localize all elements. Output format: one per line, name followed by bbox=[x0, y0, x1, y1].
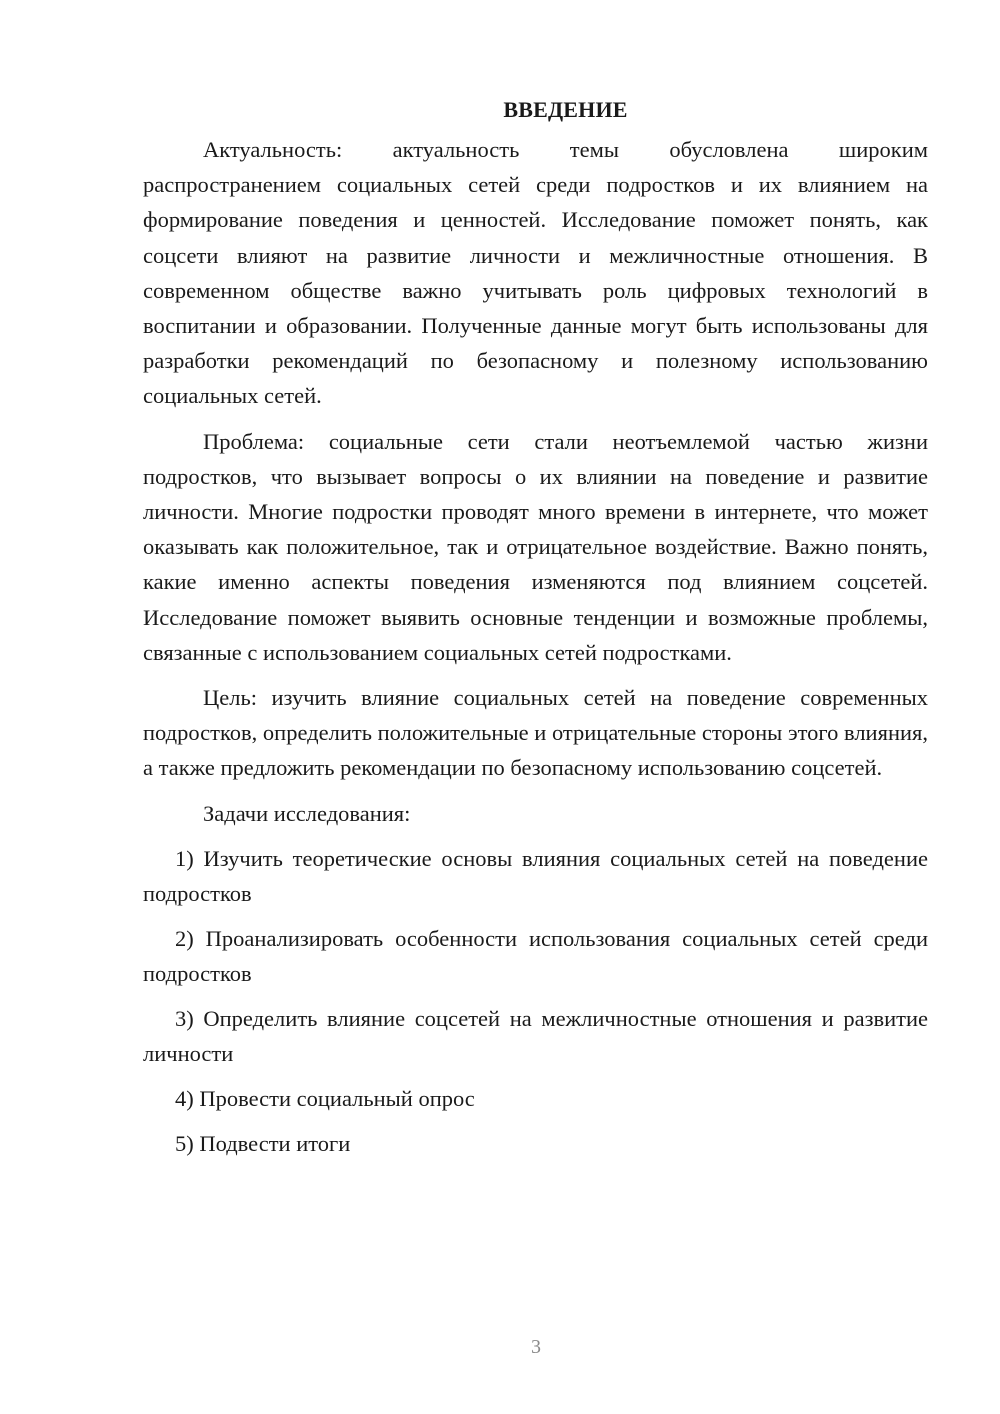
task-item: 2) Проанализировать особенности использования социальных сетей среди подростков bbox=[143, 925, 928, 986]
paragraph-relevance: Актуальность: актуальность темы обусловлена широким распространением социальных сетей среди подростков и их влиянием на формирование поведения и ценностей. Исследование поможет понять, как соцсети влияют на развитие личности и межличностные отношения. В современном обществе важно учитывать роль цифровых технологий в воспитании и образовании. Полученные данные могут быть использованы для разработки рекомендаций по безопасному и полезному использованию социальных сетей. bbox=[143, 137, 928, 409]
section-heading: ВВЕДЕНИЕ bbox=[503, 97, 628, 122]
page-number: 3 bbox=[531, 1336, 541, 1358]
tasks-label: Задачи исследования: bbox=[203, 800, 411, 826]
task-item: 4) Провести социальный опрос bbox=[175, 1085, 475, 1111]
task-item: 1) Изучить теоретические основы влияния социальных сетей на поведение подростков bbox=[143, 845, 928, 906]
paragraph-problem: Проблема: социальные сети стали неотъемлемой частью жизни подростков, что вызывает вопросы о их влиянии на поведение и развитие личности. Многие подростки проводят много времени в интернете, что может оказывать как положительное, так и отрицательное воздействие. Важно понять, какие именно аспекты поведения изменяются под влиянием соцсетей. Исследование поможет выявить основные тенденции и возможные проблемы, связанные с использованием социальных сетей подростками. bbox=[143, 428, 928, 665]
tasks-list bbox=[143, 841, 928, 1161]
page-content bbox=[143, 92, 928, 1171]
paragraph-goal: Цель: изучить влияние социальных сетей на поведение современных подростков, определить положительные и отрицательные стороны этого влияния, а также предложить рекомендации по безопасному использованию соцсетей. bbox=[143, 685, 928, 781]
task-item: 3) Определить влияние соцсетей на межличностные отношения и развитие личности bbox=[143, 1005, 928, 1066]
task-item: 5) Подвести итоги bbox=[175, 1130, 351, 1156]
